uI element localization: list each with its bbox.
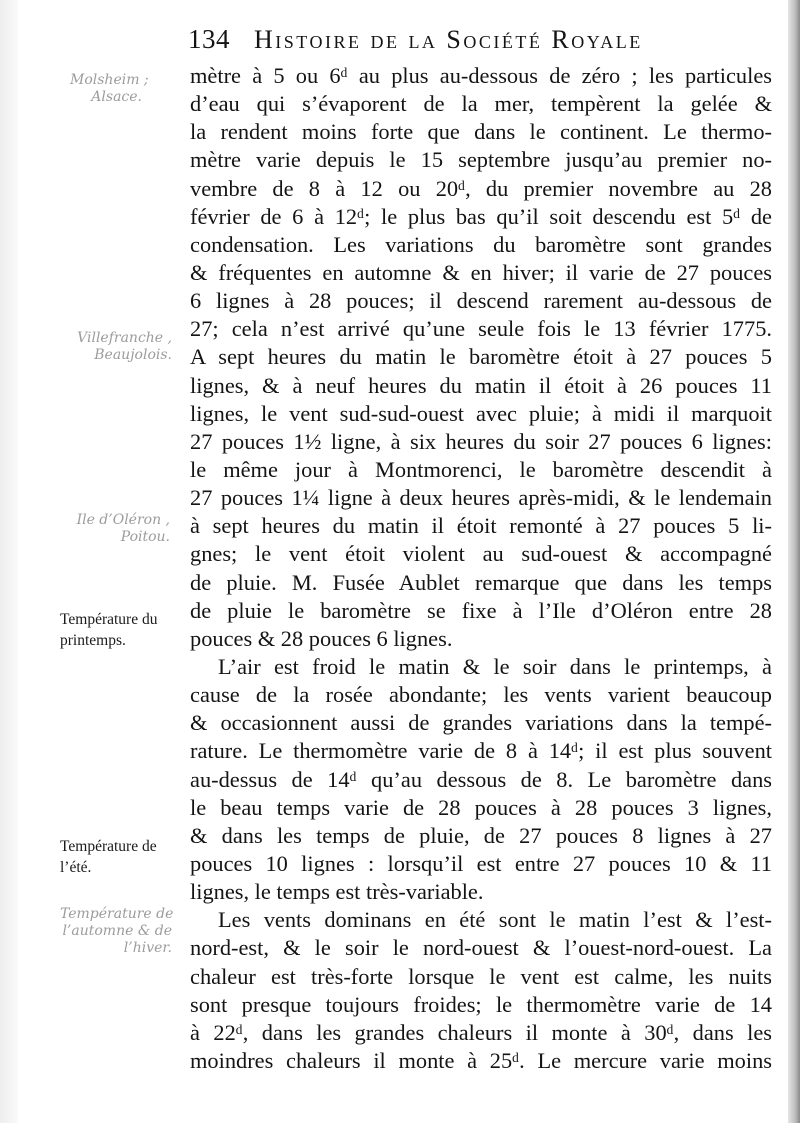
text-line: A sept heures du matin le baromètre étoit à 27 pouces 5 — [190, 344, 772, 370]
bleed-through-note: Ile d’Oléron , Poitou. — [76, 512, 170, 545]
text-line: cause de la rosée abondante; les vents varient beaucoup — [190, 682, 772, 708]
text-line: pouces 10 lignes : lorsqu’il est entre 27 pouces 10 & 11 — [190, 850, 772, 876]
running-head: Histoire de la Société Royale — [254, 25, 643, 54]
text-line: & dans les temps de pluie, de 27 pouces 8 lignes à 27 — [190, 822, 772, 848]
text-line: 27 pouces 1¼ ligne à deux heures après-midi, & le lendemain — [190, 485, 772, 511]
text-line: de pluie le baromètre se fixe à l’Ile d’Oléron entre 28 — [190, 597, 772, 623]
text-line: lignes, & à neuf heures du matin il étoit à 26 pouces 11 — [190, 372, 772, 398]
text-line: condensation. Les variations du baromètre sont grandes — [190, 231, 772, 257]
bleed-through-note: Villefranche , Beaujolois. — [77, 330, 172, 363]
page-edge-shadow — [788, 0, 800, 1123]
text-line: mètre à 5 ou 6ᵈ au plus au-dessous de zéro ; les particules — [190, 63, 772, 88]
bleed-through-note: Molsheim ; Alsace. — [70, 72, 149, 105]
text-line: L’air est froid le matin & le soir dans le printemps, à — [218, 653, 772, 679]
page-gutter-shadow — [0, 0, 18, 1123]
text-line: pouces & 28 pouces 6 lignes. — [190, 625, 453, 651]
margin-note-summer: Température de l’été. — [60, 838, 157, 876]
text-line: à sept heures du matin il étoit remonté à 27 pouces 5 li- — [190, 513, 772, 539]
text-line: la rendent moins forte que dans le continent. Le thermo- — [190, 119, 772, 145]
text-line: au-dessus de 14ᵈ qu’au dessous de 8. Le baromètre dans — [190, 766, 772, 792]
text-line: d’eau qui s’évaporent de la mer, tempèrent la gelée & — [190, 91, 772, 117]
body-text — [190, 62, 772, 1075]
margin-note-spring: Température du printemps. — [60, 611, 158, 649]
text-line: lignes, le vent sud-sud-ouest avec pluie; à midi il marquoit — [190, 400, 772, 426]
text-line: Les vents dominans en été sont le matin l’est & l’est- — [218, 907, 772, 933]
text-line: 6 lignes à 28 pouces; il descend rarement au-dessous de — [190, 288, 772, 314]
text-line: moindres chaleurs il monte à 25ᵈ. Le mercure varie moins — [190, 1047, 772, 1073]
text-line: lignes, le temps est très-variable. — [190, 879, 484, 905]
text-line: vembre de 8 à 12 ou 20ᵈ, du premier novembre au 28 — [190, 175, 772, 201]
text-line: à 22ᵈ, dans les grandes chaleurs il monte à 30ᵈ, dans les — [190, 1019, 772, 1045]
text-line: & fréquentes en automne & en hiver; il varie de 27 pouces — [190, 259, 772, 285]
text-line: 27 pouces 1½ ligne, à six heures du soir 27 pouces 6 lignes: — [190, 428, 772, 454]
text-line: gnes; le vent étoit violent au sud-ouest & accompagné — [190, 541, 772, 567]
text-line: février de 6 à 12ᵈ; le plus bas qu’il soit descendu est 5ᵈ de — [190, 203, 772, 229]
bleed-through-note: Température de l’automne & de l’hiver. — [60, 906, 174, 956]
text-line: chaleur est très-forte lorsque le vent est calme, les nuits — [190, 963, 772, 989]
text-line: & occasionnent aussi de grandes variations dans la tempé- — [190, 710, 772, 736]
text-line: le beau temps varie de 28 pouces à 28 pouces 3 lignes, — [190, 794, 772, 820]
page-header — [188, 24, 768, 64]
text-line: de pluie. M. Fusée Aublet remarque que dans les temps — [190, 569, 772, 595]
text-line: rature. Le thermomètre varie de 8 à 14ᵈ; il est plus souvent — [190, 738, 772, 764]
text-line: sont presque toujours froides; le thermomètre varie de 14 — [190, 991, 772, 1017]
text-line: 27; cela n’est arrivé qu’une seule fois le 13 février 1775. — [190, 316, 772, 342]
page-number: 134 — [188, 24, 230, 54]
text-line: mètre varie depuis le 15 septembre jusqu’au premier no- — [190, 147, 772, 173]
text-line: le même jour à Montmorenci, le baromètre descendit à — [190, 456, 772, 482]
text-line: nord-est, & le soir le nord-ouest & l’ouest-nord-ouest. La — [190, 935, 772, 961]
